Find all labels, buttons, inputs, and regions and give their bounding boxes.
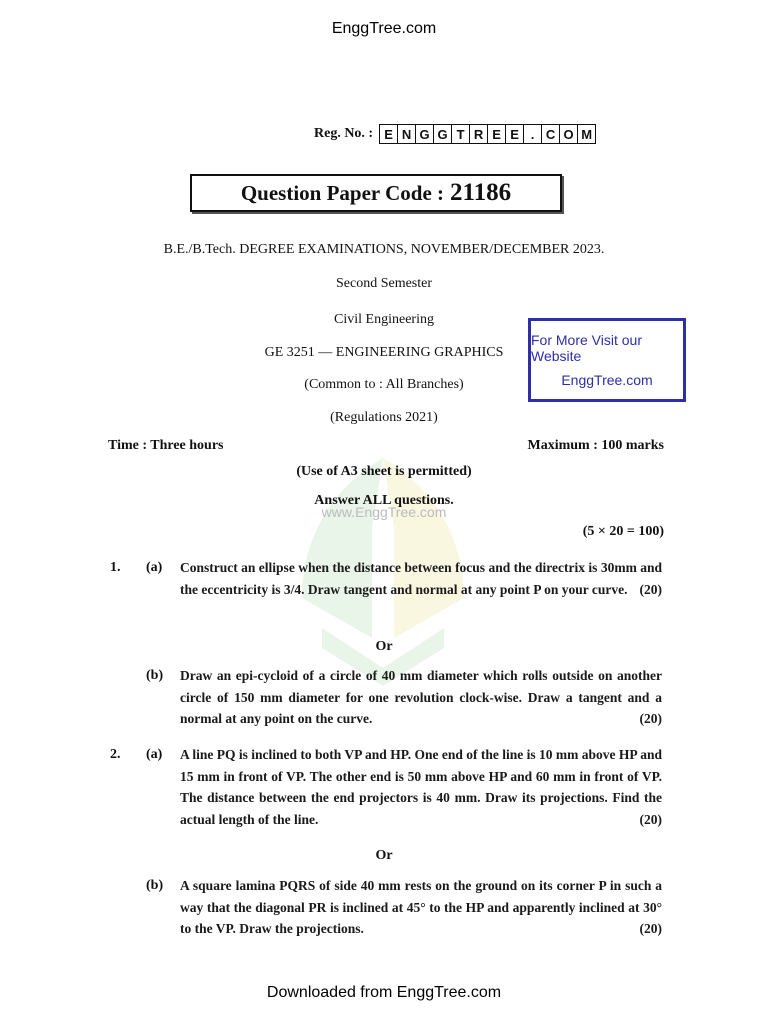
question-part-label: (b) xyxy=(146,878,164,893)
question-body: A line PQ is inclined to both VP and HP. One end of the line is 10 mm above HP and 15 mm in front of VP. The other end is 50 mm above HP and 60 mm in front of VP. The distance between the end projectors is 40 mm. Draw its projections. Find the actual length of the line. xyxy=(180,747,662,827)
visit-website-box[interactable] xyxy=(528,318,686,402)
question-paper-code xyxy=(190,174,562,212)
department: Civil Engineering xyxy=(334,312,434,327)
question-part-label: (a) xyxy=(146,747,163,762)
question-marks: (20) xyxy=(639,581,662,597)
reg-box: E xyxy=(380,125,398,143)
reg-box: . xyxy=(524,125,542,143)
reg-box: M xyxy=(581,126,593,142)
max-marks: Maximum : 100 marks xyxy=(527,438,664,453)
question-part-label: (b) xyxy=(146,668,164,683)
site-header-link: EnggTree.com xyxy=(331,20,437,37)
reg-box: N xyxy=(398,125,416,143)
reg-box: G xyxy=(434,125,452,143)
question-part-label: (a) xyxy=(146,560,163,575)
instruction: Answer ALL questions. xyxy=(314,493,454,508)
semester: Second Semester xyxy=(335,276,433,291)
reg-box: T xyxy=(452,125,470,143)
subject: GE 3251 — ENGINEERING GRAPHICS xyxy=(264,345,504,360)
question-marks: (20) xyxy=(639,921,662,936)
marks-scheme: (5 × 20 = 100) xyxy=(582,524,664,539)
visit-line1: For More Visit our Website xyxy=(531,332,642,364)
reg-box: E xyxy=(488,125,506,143)
question-body: Draw an epi-cycloid of a circle of 40 mm diameter which rolls outside on another circle of 150 mm diameter for one revolution clock-wise. Draw a tangent and a normal at any point on the curve. xyxy=(180,668,662,726)
reg-box: R xyxy=(470,125,488,143)
or-separator: Or xyxy=(375,848,393,863)
reg-box: C xyxy=(542,125,560,143)
question-text xyxy=(180,665,662,730)
question-body: A square lamina PQRS of side 40 mm rests on the ground on its corner P in such a way that the diagonal PR is inclined at 45° to the HP and apparently inclined at 30° to the VP. Draw the projections. xyxy=(180,878,662,936)
question-text xyxy=(180,557,662,600)
reg-label: Reg. No. : xyxy=(314,126,374,141)
site-footer-link: Downloaded from EnggTree.com xyxy=(266,984,502,1001)
regulations: (Regulations 2021) xyxy=(330,410,438,425)
qpc-label: Question Paper Code : xyxy=(240,180,445,205)
qpc-number: 21186 xyxy=(450,179,512,206)
question-marks: (20) xyxy=(639,811,662,827)
reg-box: G xyxy=(416,125,434,143)
reg-box: O xyxy=(560,125,578,143)
question-text xyxy=(180,744,662,830)
question-text xyxy=(180,875,662,940)
or-separator: Or xyxy=(375,639,393,654)
time-allowed: Time : Three hours xyxy=(108,438,224,453)
watermark-text: www.EnggTree.com xyxy=(321,504,447,520)
common-note: (Common to : All Branches) xyxy=(304,377,464,392)
question-marks: (20) xyxy=(639,711,662,726)
question-number: 2. xyxy=(110,747,121,762)
reg-boxes xyxy=(379,124,596,144)
question-number: 1. xyxy=(110,560,121,575)
visit-line2: EnggTree.com xyxy=(561,372,653,388)
register-number xyxy=(314,124,596,144)
sheet-note: (Use of A3 sheet is permitted) xyxy=(296,464,472,479)
reg-box: E xyxy=(506,125,524,143)
question-body: Construct an ellipse when the distance between focus and the directrix is 30mm and the eccentricity is 3/4. Draw tangent and normal at any point P on your curve. xyxy=(180,560,662,597)
exam-title: B.E./B.Tech. DEGREE EXAMINATIONS, NOVEMBER/DECEMBER 2023. xyxy=(163,242,605,257)
